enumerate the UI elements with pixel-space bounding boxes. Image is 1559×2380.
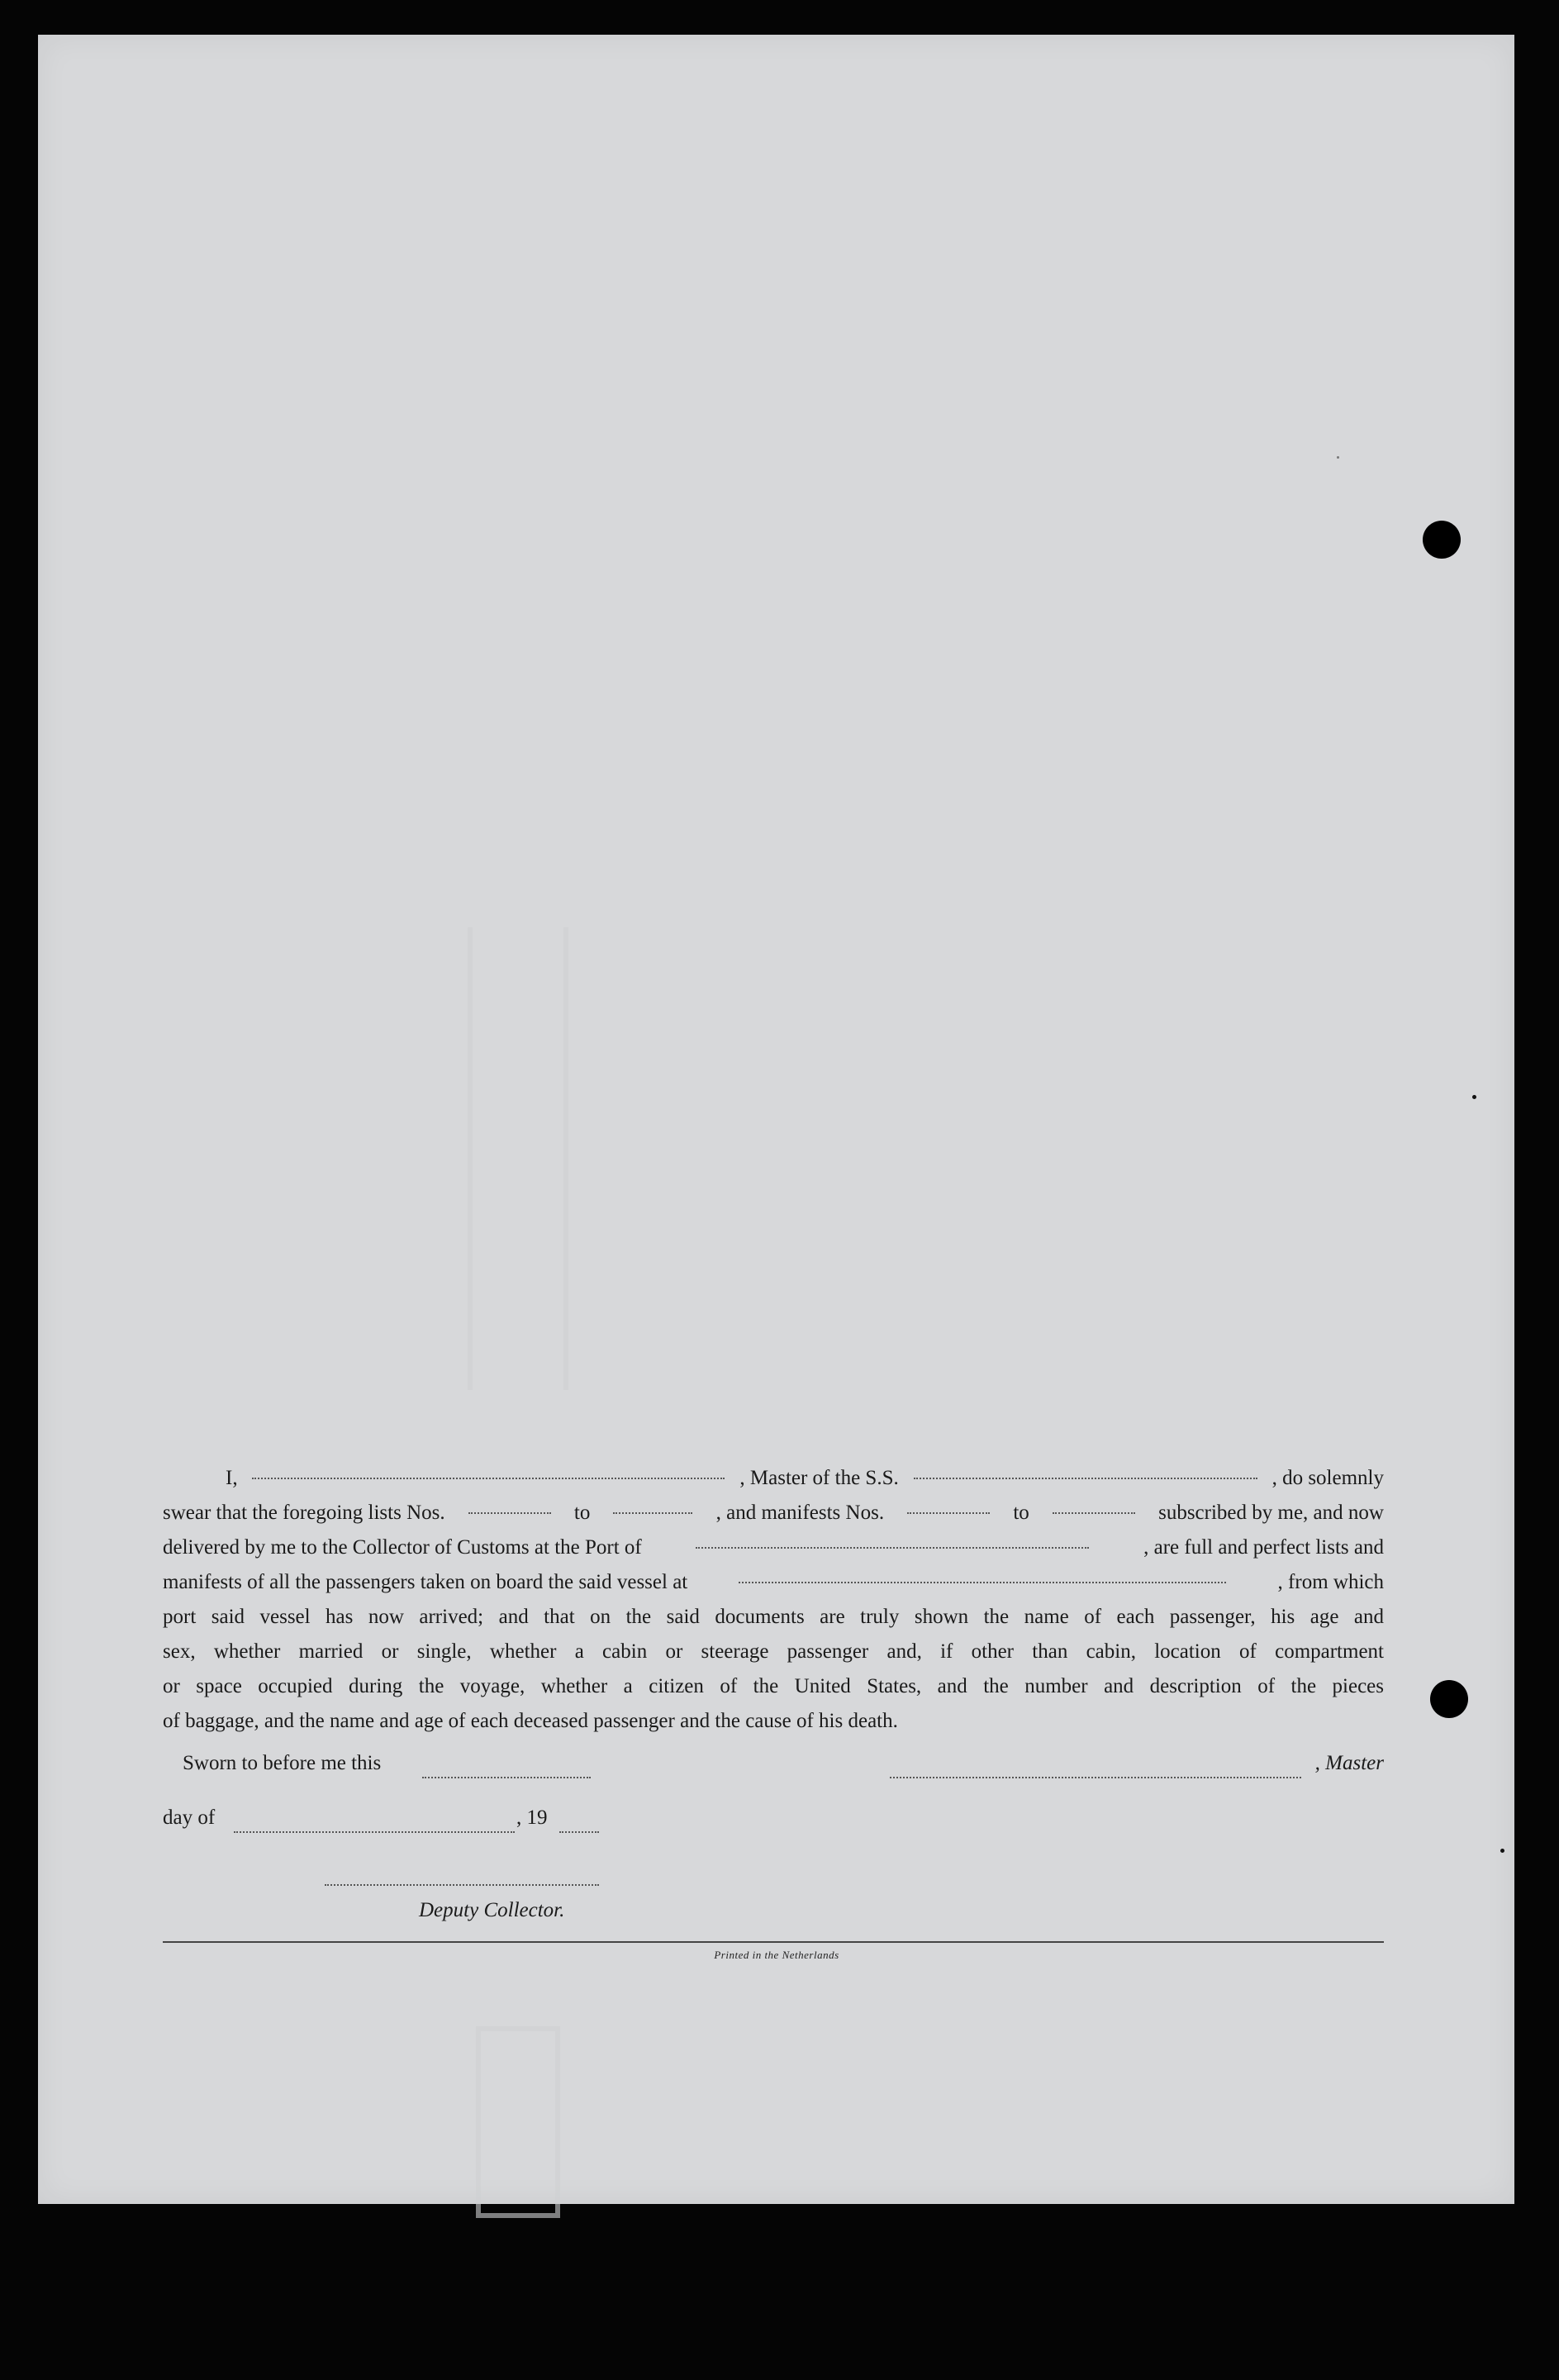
deputy-label-row bbox=[163, 1894, 1384, 1929]
oath-line-5 bbox=[163, 1600, 1384, 1635]
oath-swear-lists: swear that the foregoing lists Nos. bbox=[163, 1502, 445, 1524]
bleed-through-stamp bbox=[476, 2026, 560, 2218]
oath-line-1 bbox=[163, 1461, 1384, 1496]
oath-i: I, bbox=[226, 1467, 238, 1489]
punch-hole bbox=[1430, 1680, 1468, 1718]
master-label: , Master bbox=[1314, 1752, 1384, 1774]
year-prefix-label: , 19 bbox=[516, 1806, 548, 1829]
oath-line-8 bbox=[163, 1704, 1384, 1739]
oath-paragraph bbox=[163, 1461, 1384, 1739]
oath-and-manifests: , and manifests Nos. bbox=[715, 1502, 885, 1524]
oath-line-6-text: sex, whether married or single, whether a cabin or steerage passenger and, if other than cabin, location of compartment bbox=[163, 1640, 1384, 1663]
master-name-field bbox=[252, 1478, 725, 1479]
oath-to-1: to bbox=[573, 1502, 591, 1524]
punch-hole bbox=[1423, 521, 1461, 559]
dust-speck bbox=[1337, 456, 1339, 459]
oath-line-2 bbox=[163, 1496, 1384, 1530]
oath-line-5-text: port said vessel has now arrived; and that on the said documents are truly shown the name of each passenger, his age and bbox=[163, 1606, 1384, 1628]
day-of-label: day of bbox=[163, 1806, 216, 1829]
master-signature-field bbox=[890, 1777, 1301, 1778]
manifests-from-field bbox=[907, 1512, 990, 1514]
oath-do-solemnly: , do solemnly bbox=[1271, 1467, 1384, 1489]
year-field bbox=[559, 1831, 599, 1833]
sworn-row-2 bbox=[163, 1806, 1384, 1841]
printed-in-note: Printed in the Netherlands bbox=[714, 1949, 839, 1961]
manifests-to-field bbox=[1053, 1512, 1135, 1514]
dust-speck bbox=[1500, 1849, 1504, 1853]
oath-line-7 bbox=[163, 1669, 1384, 1704]
sworn-day-field bbox=[422, 1777, 591, 1778]
oath-full-perfect: , are full and perfect lists and bbox=[1143, 1536, 1384, 1559]
lists-to-field bbox=[613, 1512, 692, 1514]
dust-speck bbox=[1472, 1095, 1476, 1099]
port-of-arrival-field bbox=[696, 1547, 1089, 1549]
oath-line-8-text: of baggage, and the name and age of each deceased passenger and the cause of his death. bbox=[163, 1710, 898, 1732]
port-of-departure-field bbox=[739, 1582, 1226, 1583]
vessel-name-field bbox=[914, 1478, 1257, 1479]
month-field bbox=[234, 1831, 515, 1833]
sworn-section bbox=[163, 1752, 1384, 1929]
deputy-signature-row bbox=[163, 1859, 1384, 1894]
oath-line-4 bbox=[163, 1565, 1384, 1600]
deputy-signature-field bbox=[325, 1884, 599, 1886]
sworn-before-label: Sworn to before me this bbox=[183, 1752, 382, 1774]
oath-manifests-all: manifests of all the passengers taken on board the said vessel at bbox=[163, 1571, 688, 1593]
oath-line-6 bbox=[163, 1635, 1384, 1669]
oath-delivered: delivered by me to the Collector of Customs at the Port of bbox=[163, 1536, 642, 1559]
bleed-through-stamp bbox=[468, 927, 568, 1390]
oath-from-which: , from which bbox=[1277, 1571, 1384, 1593]
oath-line-7-text: or space occupied during the voyage, whether a citizen of the United States, and the number and description of the pieces bbox=[163, 1675, 1384, 1697]
lists-from-field bbox=[468, 1512, 551, 1514]
oath-to-2: to bbox=[1013, 1502, 1029, 1524]
footer-rule bbox=[163, 1941, 1384, 1943]
deputy-collector-label: Deputy Collector. bbox=[419, 1899, 565, 1921]
oath-line-3 bbox=[163, 1530, 1384, 1565]
oath-master-of-ss: , Master of the S.S. bbox=[739, 1467, 899, 1489]
sworn-row-1 bbox=[163, 1752, 1384, 1787]
oath-subscribed: subscribed by me, and now bbox=[1158, 1502, 1384, 1524]
